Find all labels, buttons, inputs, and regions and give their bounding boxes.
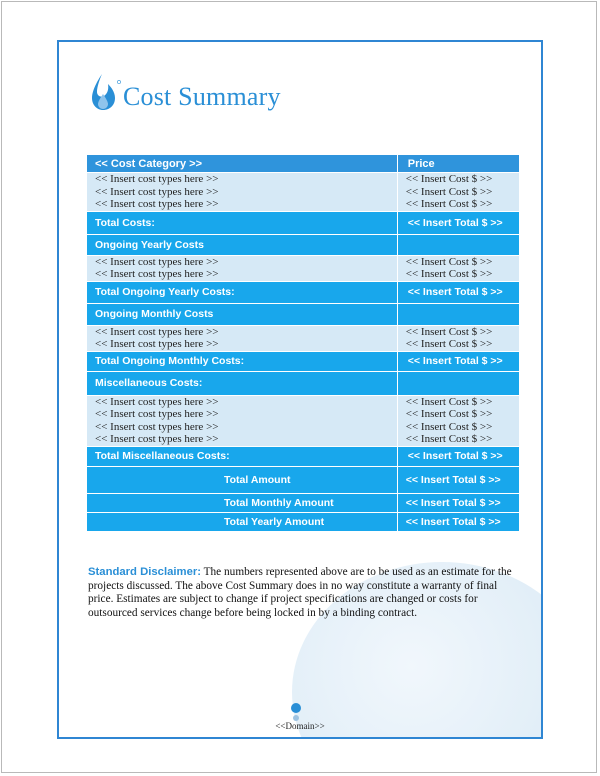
cost-type-cell [87, 395, 398, 446]
summary-label-cell [87, 466, 398, 493]
summary-label-cell [87, 512, 398, 531]
cost-value-text: << Insert Cost $ >> [405, 325, 493, 338]
summary-value: << Insert Total $ >> [397, 466, 519, 493]
cost-type-text: << Insert cost types here >> [95, 185, 219, 198]
cost-value-text: << Insert Cost $ >> [405, 173, 493, 185]
section-heading-blank [397, 303, 519, 325]
section-heading-row [87, 234, 520, 255]
water-drop-icon [88, 72, 122, 112]
cost-type-text: << Insert cost types here >> [95, 395, 219, 408]
cost-value-cell [397, 255, 519, 281]
summary-value: << Insert Total $ >> [397, 493, 519, 512]
summary-row [87, 493, 520, 512]
total-row [87, 446, 520, 466]
total-label: Total Ongoing Monthly Costs: [87, 351, 398, 371]
cost-value-text: << Insert Cost $ >> [405, 395, 493, 408]
section-heading-blank [397, 371, 519, 395]
disclaimer-label: Standard Disclaimer: [88, 566, 202, 578]
total-value: << Insert Total $ >> [397, 211, 519, 234]
section-heading: Miscellaneous Costs: [87, 371, 398, 395]
column-header-category: << Cost Category >> [87, 155, 398, 173]
total-row [87, 211, 520, 234]
cost-type-text: << Insert cost types here >> [95, 255, 219, 268]
cost-type-cell [87, 325, 398, 351]
cost-type-text: << Insert cost types here >> [95, 173, 219, 185]
cost-type-text: << Insert cost types here >> [95, 325, 219, 338]
cost-items-row [87, 255, 520, 281]
summary-label-cell [87, 493, 398, 512]
cost-type-text: << Insert cost types here >> [95, 408, 219, 420]
cost-items-row [87, 173, 520, 212]
summary-label: Total Monthly Amount [224, 496, 334, 509]
cost-type-cell [87, 173, 398, 212]
section-heading-row [87, 371, 520, 395]
section-heading: Ongoing Yearly Costs [87, 234, 398, 255]
cost-value-text: << Insert Cost $ >> [405, 255, 493, 268]
total-label: Total Ongoing Yearly Costs: [87, 281, 398, 303]
cost-type-text: << Insert cost types here >> [95, 198, 219, 210]
cost-summary-table [86, 154, 520, 532]
cost-type-text: << Insert cost types here >> [95, 433, 219, 445]
section-heading: Ongoing Monthly Costs [87, 303, 398, 325]
cost-type-text: << Insert cost types here >> [95, 338, 219, 350]
total-row [87, 351, 520, 371]
cost-value-cell [397, 395, 519, 446]
cost-value-text: << Insert Cost $ >> [405, 408, 493, 420]
total-value: << Insert Total $ >> [397, 446, 519, 466]
summary-value: << Insert Total $ >> [397, 512, 519, 531]
cost-value-text: << Insert Cost $ >> [405, 198, 493, 210]
cost-items-row [87, 325, 520, 351]
cost-items-row [87, 395, 520, 446]
page-title: Cost Summary [123, 82, 281, 111]
total-row [87, 281, 520, 303]
summary-row [87, 512, 520, 531]
cost-value-text: << Insert Cost $ >> [405, 338, 493, 350]
section-heading-blank [397, 234, 519, 255]
total-value: << Insert Total $ >> [397, 281, 519, 303]
disclaimer-text: The numbers represented above are to be used as an estimate for the projects discussed. The above Cost Summary does in no way constitute a warranty of final price. Estimates are subject to change if project specifications are changed or costs for outsourced services change before being locked in by a binding contract. [88, 566, 512, 619]
cost-value-text: << Insert Cost $ >> [405, 185, 493, 198]
column-header-price: Price [397, 155, 519, 173]
cost-type-text: << Insert cost types here >> [95, 268, 219, 280]
cost-value-text: << Insert Cost $ >> [405, 433, 493, 445]
disclaimer-paragraph [88, 566, 522, 620]
total-label: Total Costs: [87, 211, 398, 234]
summary-row [87, 466, 520, 493]
cost-value-text: << Insert Cost $ >> [405, 268, 493, 280]
total-value: << Insert Total $ >> [397, 351, 519, 371]
footer-domain: <<Domain>> [275, 721, 325, 731]
summary-label: Total Amount [224, 473, 291, 486]
cost-value-text: << Insert Cost $ >> [405, 420, 493, 433]
cost-value-cell [397, 173, 519, 212]
cost-type-text: << Insert cost types here >> [95, 420, 219, 433]
cost-type-cell [87, 255, 398, 281]
summary-label: Total Yearly Amount [224, 515, 325, 528]
total-label: Total Miscellaneous Costs: [87, 446, 398, 466]
footer-dot-icon [291, 703, 301, 713]
section-heading-row [87, 303, 520, 325]
table-header-row [87, 155, 520, 173]
cost-value-cell [397, 325, 519, 351]
